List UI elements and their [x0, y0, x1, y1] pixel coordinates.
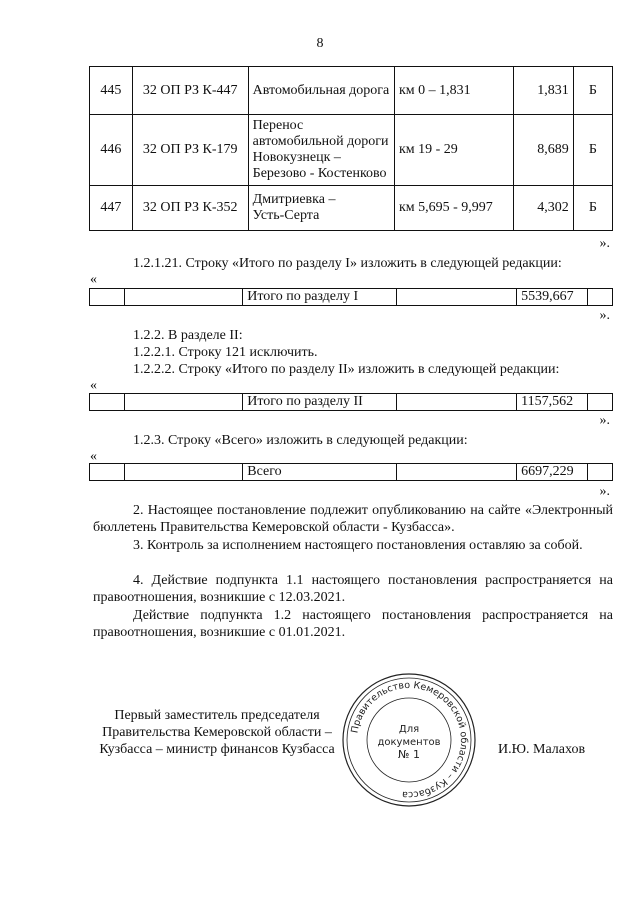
roads-table — [89, 66, 613, 231]
road-name-line: Дмитриевка – — [252, 192, 336, 207]
signatory-title-line: Правительства Кемеровской области – — [102, 725, 332, 740]
row-number: 445 — [90, 67, 133, 115]
opening-quote: « — [90, 378, 97, 393]
km-range: км 19 - 29 — [394, 115, 513, 186]
road-length: 1,831 — [514, 67, 574, 115]
signatory-title-line: Первый заместитель председателя — [114, 708, 320, 723]
road-category: Б — [573, 115, 612, 186]
opening-quote: « — [90, 449, 97, 464]
road-name-line: Усть-Серта — [252, 208, 320, 223]
table-row — [90, 289, 613, 306]
road-code: 32 ОП РЗ К-179 — [132, 115, 248, 186]
table-row — [90, 394, 613, 411]
total-value: 1157,562 — [517, 394, 588, 411]
paragraph-4: 4. Действие подпункта 1.1 настоящего постановления распространяется на правоотношения, возникшие с 12.03.2021. — [93, 573, 613, 605]
road-category: Б — [573, 67, 612, 115]
paragraph-5: Действие подпункта 1.2 настоящего постановления распространяется на правоотношения, возникшие с 01.01.2021. — [93, 608, 613, 640]
paragraph-1-2-2: 1.2.2. В разделе II: — [133, 328, 243, 343]
road-name-line: Автомобильная дорога — [252, 82, 390, 98]
road-name-line: Перенос — [252, 118, 304, 133]
signatory-title-line: Кузбасса – министр финансов Кузбасса — [99, 742, 335, 757]
table-row — [90, 186, 613, 231]
closing-quote: ». — [599, 484, 610, 499]
signatory-name: И.Ю. Малахов — [498, 742, 586, 757]
table-row — [90, 464, 613, 481]
table-row — [90, 67, 613, 115]
closing-quote: ». — [599, 308, 610, 323]
total-label: Итого по разделу I — [243, 289, 396, 306]
total-row-section-2 — [89, 393, 613, 411]
seal-center-line: Для — [398, 724, 420, 735]
road-category: Б — [573, 186, 612, 231]
paragraph-3: 3. Контроль за исполнением настоящего постановления оставляю за собой. — [133, 538, 583, 553]
total-row-all — [89, 463, 613, 481]
road-code: 32 ОП РЗ К-352 — [132, 186, 248, 231]
road-name-line: автомобильной дороги — [252, 134, 389, 149]
paragraph-1-2-2-2: 1.2.2.2. Строку «Итого по разделу II» изложить в следующей редакции: — [133, 362, 560, 377]
road-name-line: Березово - Костенково — [252, 166, 387, 181]
row-number: 447 — [90, 186, 133, 231]
closing-quote: ». — [599, 413, 610, 428]
seal-center-line: № 1 — [398, 748, 420, 761]
road-name — [248, 67, 394, 115]
paragraph-1-2-1-21: 1.2.1.21. Строку «Итого по разделу I» изложить в следующей редакции: — [133, 256, 562, 271]
seal-center-line: документов — [377, 737, 441, 748]
km-range: км 0 – 1,831 — [394, 67, 513, 115]
road-length: 8,689 — [514, 115, 574, 186]
total-value: 6697,229 — [517, 464, 588, 481]
opening-quote: « — [90, 272, 97, 287]
table-row — [90, 115, 613, 186]
row-number: 446 — [90, 115, 133, 186]
road-name-line: Новокузнецк – — [252, 150, 341, 165]
official-seal — [339, 670, 479, 810]
signatory-title — [92, 707, 342, 758]
seal-ring-text: Правительство Кемеровской области – Кузбасса — [349, 679, 470, 801]
road-name — [248, 115, 394, 186]
closing-quote: ». — [599, 236, 610, 251]
total-value: 5539,667 — [517, 289, 588, 306]
km-range: км 5,695 - 9,997 — [394, 186, 513, 231]
road-code: 32 ОП РЗ К-447 — [132, 67, 248, 115]
total-row-section-1 — [89, 288, 613, 306]
paragraph-1-2-3: 1.2.3. Строку «Всего» изложить в следующей редакции: — [133, 433, 468, 448]
page-number: 8 — [316, 36, 324, 51]
road-length: 4,302 — [514, 186, 574, 231]
total-label: Всего — [243, 464, 396, 481]
road-name — [248, 186, 394, 231]
paragraph-1-2-2-1: 1.2.2.1. Строку 121 исключить. — [133, 345, 318, 360]
paragraph-2: 2. Настоящее постановление подлежит опубликованию на сайте «Электронный бюллетень Правительства Кемеровской области - Кузбасса». — [93, 503, 613, 535]
total-label: Итого по разделу II — [243, 394, 396, 411]
